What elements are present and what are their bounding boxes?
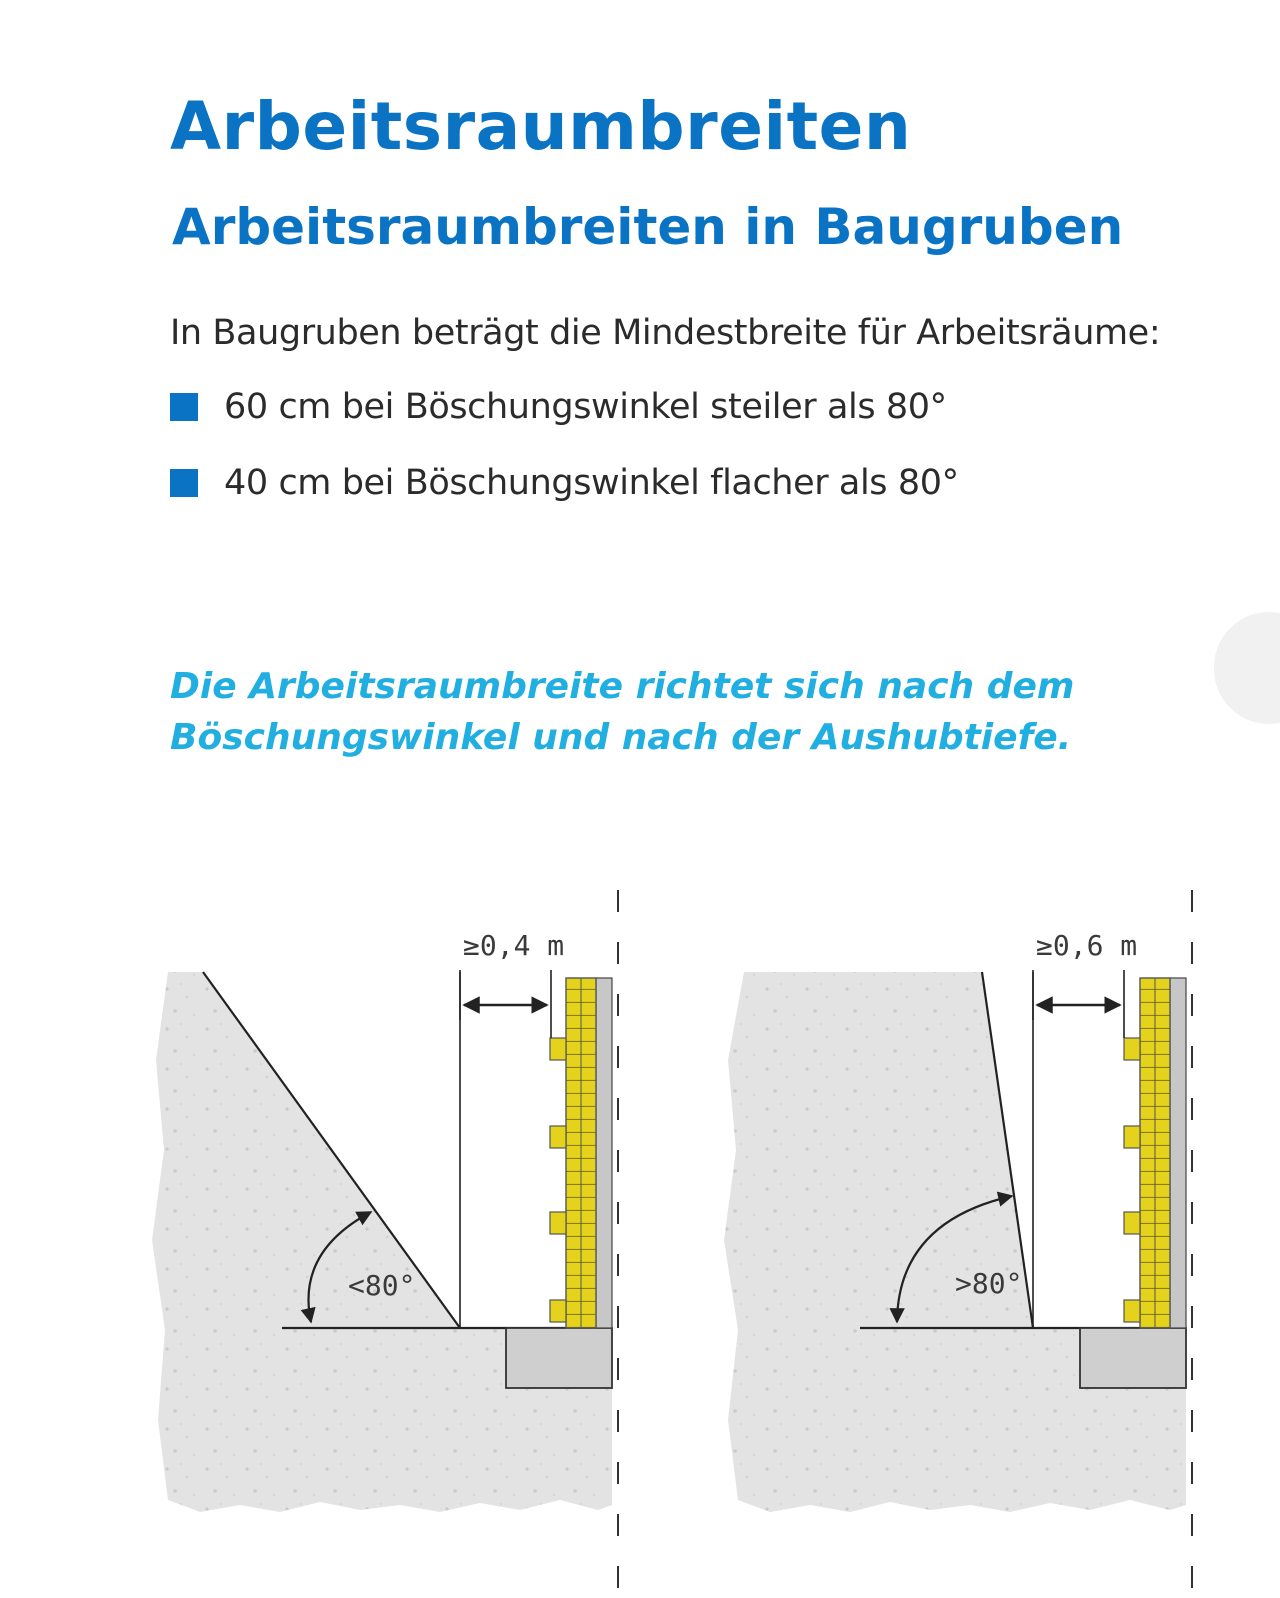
bullet-text: 60 cm bei Böschungswinkel steiler als 80° bbox=[224, 387, 947, 427]
highlight-note bbox=[170, 661, 1170, 763]
sheeting-waler bbox=[1124, 1212, 1140, 1234]
wall-layer bbox=[596, 978, 612, 1328]
sheeting-waler bbox=[550, 1126, 566, 1148]
soil-mass bbox=[152, 972, 612, 1512]
list-item bbox=[170, 385, 959, 429]
sheeting-waler bbox=[1124, 1038, 1140, 1060]
width-label: ≥0,6 m bbox=[1036, 929, 1138, 962]
angle-label: >80° bbox=[955, 1267, 1023, 1300]
diagram-left bbox=[152, 890, 618, 1598]
note-line: Die Arbeitsraumbreite richtet sich nach dem bbox=[170, 666, 1075, 707]
sheeting-waler bbox=[550, 1038, 566, 1060]
soil-mass bbox=[724, 972, 1186, 1512]
wall-layer bbox=[1170, 978, 1186, 1328]
list-item bbox=[170, 461, 959, 505]
sheeting-waler bbox=[550, 1212, 566, 1234]
angle-label: <80° bbox=[348, 1269, 416, 1302]
excavation-diagram bbox=[0, 860, 1280, 1598]
bullet-list bbox=[170, 385, 959, 537]
intro-text: In Baugruben beträgt die Mindestbreite für Arbeitsräume: bbox=[170, 313, 1161, 353]
foundation-block bbox=[1080, 1328, 1186, 1388]
side-scroll-tab[interactable] bbox=[1214, 612, 1280, 724]
bullet-text: 40 cm bei Böschungswinkel flacher als 80° bbox=[224, 463, 959, 503]
sheeting-waler bbox=[1124, 1126, 1140, 1148]
sheeting-waler bbox=[550, 1300, 566, 1322]
foundation-block bbox=[506, 1328, 612, 1388]
width-label: ≥0,4 m bbox=[463, 929, 565, 962]
note-line: Böschungswinkel und nach der Aushubtiefe. bbox=[170, 717, 1072, 758]
page-title: Arbeitsraumbreiten bbox=[170, 88, 912, 165]
page-subtitle: Arbeitsraumbreiten in Baugruben bbox=[172, 198, 1124, 256]
diagram-right bbox=[724, 890, 1192, 1598]
square-bullet-icon bbox=[170, 469, 198, 497]
sheeting-waler bbox=[1124, 1300, 1140, 1322]
square-bullet-icon bbox=[170, 393, 198, 421]
